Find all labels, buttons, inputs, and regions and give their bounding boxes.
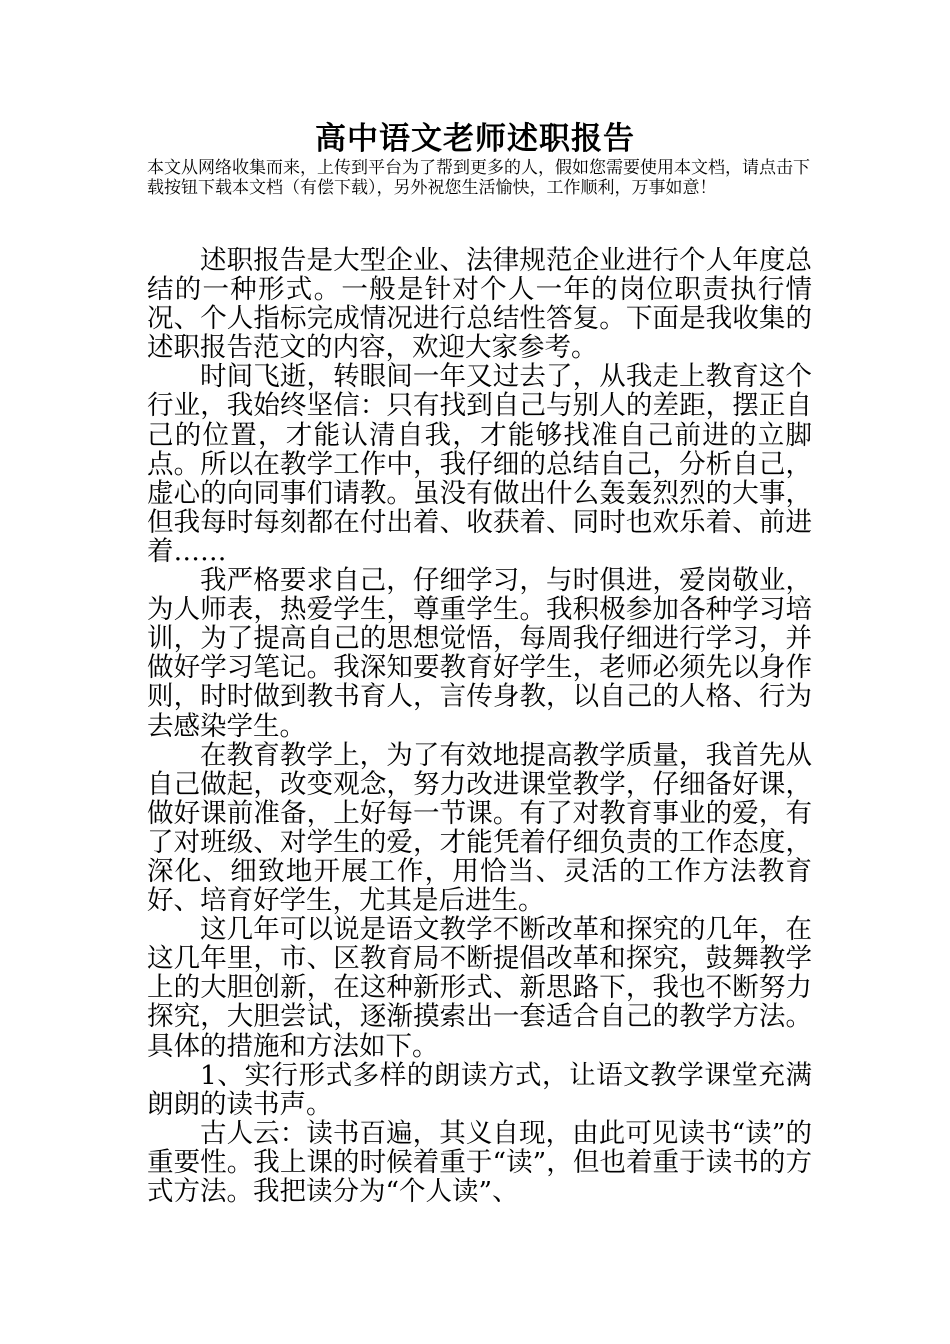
download-notice: 本文从网络收集而来，上传到平台为了帮到更多的人，假如您需要使用本文档，请点击下载按钮下载本文档（有偿下载），另外祝您生活愉快，工作顺利，万事如意！ bbox=[147, 158, 810, 198]
document-title: 高中语文老师述职报告 bbox=[315, 121, 635, 157]
paragraph-teaching: 在教育教学上，为了有效地提高教学质量，我首先从自己做起，改变观念，努力改进课堂教学，仔细备好课，做好课前准备，上好每一节课。有了对教育事业的爱，有了对班级、对学生的爱，才能凭着仔细负责的工作态度，深化、细致地开展工作，用恰当、灵活的工作方法教育好、培育好学生，尤其是后进生。 bbox=[147, 739, 812, 917]
paragraph-reading: 古人云：读书百遍，其义自现，由此可见读书“读”的重要性。我上课的时候着重于“读”，但也着重于读书的方式方法。我把读分为“个人读”、 bbox=[147, 1117, 812, 1207]
paragraph-reform: 这几年可以说是语文教学不断改革和探究的几年，在这几年里，市、区教育局不断提倡改革和探究，鼓舞教学上的大胆创新，在这种新形式、新思路下，我也不断努力探究，大胆尝试，逐渐摸索出一套适合自己的教学方法。具体的措施和方法如下。 bbox=[147, 914, 812, 1062]
paragraph-method-1: 1、实行形式多样的朗读方式，让语文教学课堂充满朗朗的读书声。 bbox=[147, 1059, 812, 1120]
paragraph-self-discipline: 我严格要求自己，仔细学习，与时俱进，爱岗敬业，为人师表，热爱学生，尊重学生。我积极参加各种学习培训，为了提高自己的思想觉悟，每周我仔细进行学习，并做好学习笔记。我深知要教育好学生，老师必须先以身作则，时时做到教书育人，言传身教，以自己的人格、行为去感染学生。 bbox=[147, 565, 812, 742]
paragraph-reflection: 时间飞逝，转眼间一年又过去了，从我走上教育这个行业，我始终坚信：只有找到自己与别人的差距，摆正自己的位置，才能认清自我，才能够找准自己前进的立脚点。所以在教学工作中，我仔细的总结自己，分析自己，虚心的向同事们请教。虽没有做出什么轰轰烈烈的大事，但我每时每刻都在付出着、收获着、同时也欢乐着、前进着…… bbox=[147, 361, 812, 567]
paragraph-intro: 述职报告是大型企业、法律规范企业进行个人年度总结的一种形式。一般是针对个人一年的岗位职责执行情况、个人指标完成情况进行总结性答复。下面是我收集的述职报告范文的内容，欢迎大家参考。 bbox=[147, 245, 812, 364]
document-body bbox=[147, 246, 812, 1206]
